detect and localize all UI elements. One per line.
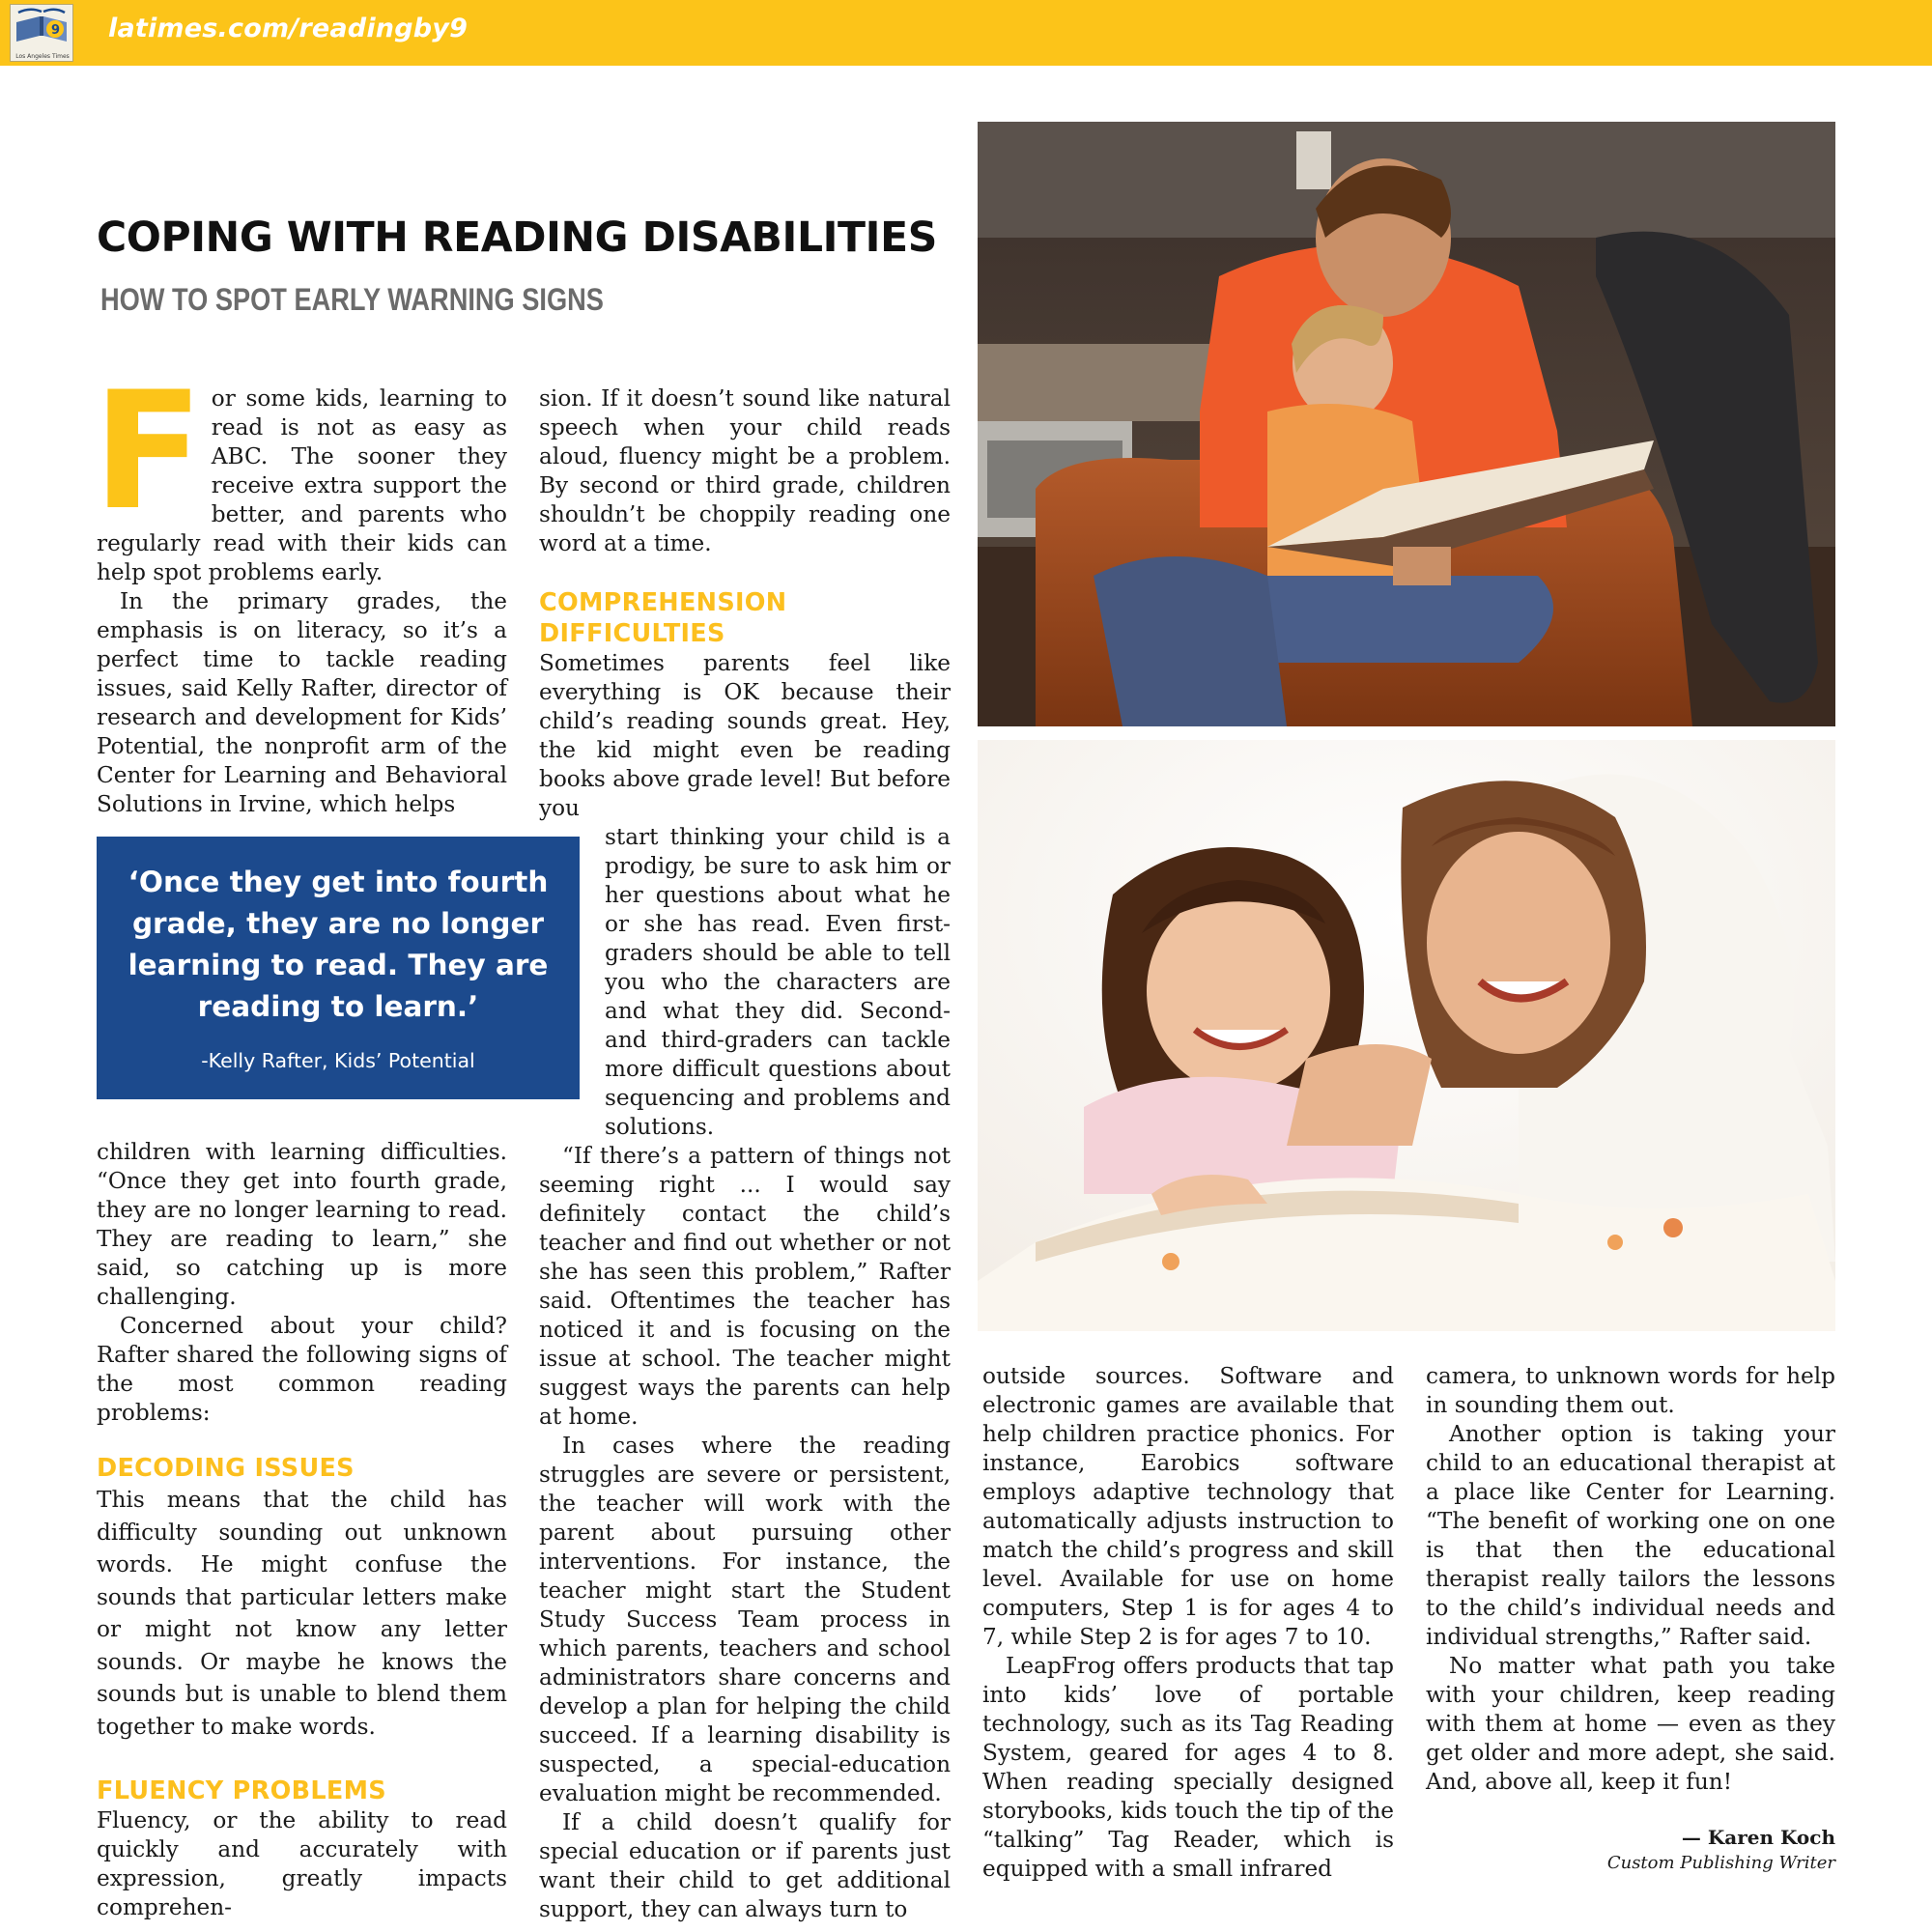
- body-paragraph: children with learning difficulties. “Once they get into fourth grade, they are no longer learning to read. They are reading to learn,” she said, so catching up is more challenging.: [97, 1139, 507, 1310]
- article-headline: COPING WITH READING DISABILITIES: [97, 214, 937, 262]
- byline: [1607, 1826, 1835, 1873]
- logo-caption: Los Angeles Times: [15, 53, 70, 60]
- body-paragraph: Fluency, or the ability to read quickly and accurately with expression, greatly impacts comprehen-: [97, 1807, 507, 1920]
- top-banner: [0, 0, 1932, 66]
- section-heading-comprehension: COMPREHENSION DIFFICULTIES: [539, 588, 787, 648]
- body-paragraph: No matter what path you take with your children, keep reading with them at home — even as they get older and more adept, she said. And, above all, keep it fun!: [1426, 1653, 1835, 1795]
- body-paragraph: In the primary grades, the emphasis is on literacy, so it’s a perfect time to tackle reading issues, said Kelly Rafter, director of research and development for Kids’ Potential, the nonprofit arm of the Center for Learning and Behavioral Solutions in Irvine, which helps: [97, 588, 507, 817]
- section-heading-decoding: DECODING ISSUES: [97, 1454, 355, 1483]
- body-paragraph: If a child doesn’t qualify for special education or if parents just want their child to get additional support, they can always turn to: [539, 1809, 951, 1922]
- body-paragraph: sion. If it doesn’t sound like natural speech when your child reads aloud, fluency might be a problem. By second or third grade, children shouldn’t be choppily reading one word at a time.: [539, 385, 951, 556]
- body-paragraph: “If there’s a pattern of things not seeming right ... I would say definitely contact the child’s teacher and find out whether or not she has seen this problem,” Rafter said. Oftentimes the teacher has noticed it and is focusing on the issue at school. The teacher might suggest ways the parents can help at home.: [539, 1143, 951, 1430]
- photo-mother-reading-with-daughter: [978, 740, 1835, 1331]
- drop-cap: F: [93, 356, 204, 546]
- column-1-top: [93, 356, 507, 819]
- reading-by-9-logo: [10, 4, 73, 62]
- section-heading-fluency: FLUENCY PROBLEMS: [97, 1776, 386, 1805]
- pull-quote-box: [97, 837, 580, 1099]
- pull-quote-attribution: -Kelly Rafter, Kids’ Potential: [201, 1049, 475, 1072]
- body-paragraph: or some kids, learning to read is not as easy as ABC. The sooner they receive extra support the better, and parents who regularly read with their kids can help spot problems early.: [97, 385, 507, 585]
- byline-author: — Karen Koch: [1681, 1826, 1835, 1849]
- body-paragraph: This means that the child has difficulty sounding out unknown words. He might confuse the sounds that particular letters make or might not know any letter sounds. Or maybe he knows the sounds but is unable to blend them together to make words.: [97, 1487, 507, 1740]
- photo-father-son-illustration: [978, 122, 1835, 726]
- svg-text:9: 9: [51, 23, 61, 38]
- body-paragraph: camera, to unknown words for help in sounding them out.: [1426, 1363, 1835, 1418]
- body-paragraph: In cases where the reading struggles are severe or persistent, the teacher will work with the parent about pursuing other interventions. For instance, the teacher might start the Student Study Success Team process in which parents, teachers and school administrators share concerns and develop a plan for helping the child succeed. If a learning disability is suspected, a special-education evaluation might be recommended.: [539, 1433, 951, 1806]
- column-3: [982, 1362, 1394, 1884]
- photo-father-reading-with-son: [978, 122, 1835, 726]
- column-1-bottom: [97, 1138, 507, 1922]
- body-paragraph: Sometimes parents feel like everything is OK because their child’s reading sounds great. Hey, the kid might even be reading books above grade level! But before you: [539, 650, 951, 821]
- body-paragraph: Concerned about your child? Rafter shared the following signs of the most common reading problems:: [97, 1313, 507, 1426]
- column-2: [539, 384, 951, 1924]
- column-4: [1426, 1362, 1835, 1797]
- article-subhead: HOW TO SPOT EARLY WARNING SIGNS: [100, 282, 604, 317]
- body-paragraph: start thinking your child is a prodigy, be sure to ask him or her questions about what he or she has read. Even first-graders should be able to tell you who the characters are and what they did. Second- and third-graders can tackle more difficult questions about sequencing and problems and solutions.: [605, 824, 951, 1140]
- photo-mother-daughter-illustration: [978, 740, 1835, 1331]
- body-paragraph: outside sources. Software and electronic games are available that help children practice phonics. For instance, Earobics software employs adaptive technology that automatically adjusts instruction to match the child’s progress and skill level. Available for use on home computers, Step 1 is for ages 4 to 7, while Step 2 is for ages 7 to 10.: [982, 1363, 1394, 1650]
- body-paragraph: Another option is taking your child to an educational therapist at a place like Center for Learning. “The benefit of working one on one is that then the educational therapist really tailors the lessons to the child’s individual needs and individual strengths,” Rafter said.: [1426, 1421, 1835, 1650]
- body-paragraph: LeapFrog offers products that tap into kids’ love of portable technology, such as its Tag Reading System, geared for ages 4 to 8. When reading specially designed storybooks, kids touch the tip of the “talking” Tag Reader, which is equipped with a small infrared: [982, 1653, 1394, 1882]
- byline-title: Custom Publishing Writer: [1606, 1853, 1835, 1873]
- pull-quote-text: ‘Once they get into fourth grade, they are no longer learning to read. They are reading to learn.’: [128, 866, 549, 1023]
- site-url-link[interactable]: latimes.com/readingby9: [108, 14, 469, 43]
